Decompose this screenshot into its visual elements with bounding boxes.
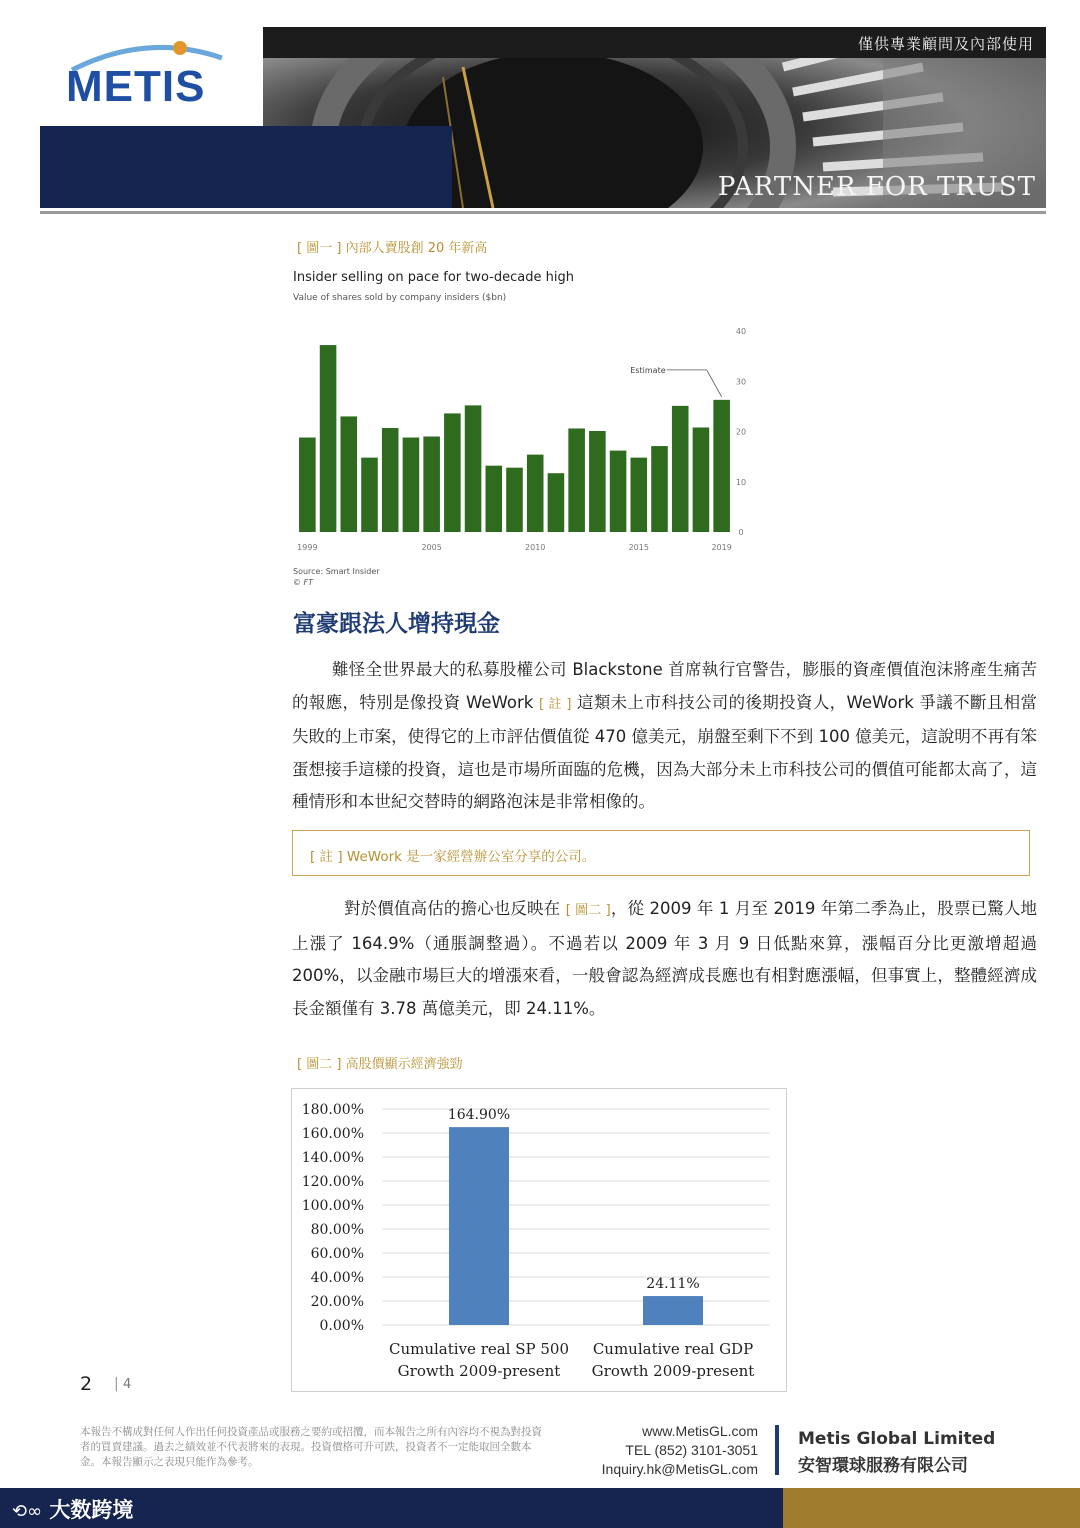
chart2-ytick-label: 20.00% bbox=[310, 1294, 364, 1310]
chart2-ytick-label: 80.00% bbox=[310, 1222, 364, 1238]
chart2-data-label: 164.90% bbox=[447, 1107, 511, 1124]
header-note: 僅供專業顧問及內部使用 bbox=[857, 35, 1034, 53]
tagline: PARTNER FOR TRUST bbox=[717, 172, 1036, 202]
chart2-ytick-label: 120.00% bbox=[301, 1174, 364, 1190]
watermark-text: 大数跨境 bbox=[49, 1498, 134, 1522]
figure1-caption bbox=[297, 237, 487, 256]
chart1-ytick-label: 0 bbox=[738, 528, 744, 537]
chart1-subtitle: Value of shares sold by company insiders ($bn) bbox=[293, 293, 507, 303]
figure1-caption-text: 內部人賣股創 20 年新高 bbox=[345, 241, 488, 256]
email-link[interactable]: Inquiry.hk@MetisGL.com bbox=[601, 1461, 758, 1477]
chart1-bar bbox=[672, 406, 689, 532]
chart1-bar bbox=[693, 427, 710, 532]
paragraph-1 bbox=[292, 654, 1037, 819]
chart1-bar bbox=[651, 446, 668, 532]
telephone: TEL (852) 3101-3051 bbox=[625, 1442, 758, 1458]
chart2-ytick-label: 180.00% bbox=[301, 1102, 364, 1118]
chart1-bar bbox=[403, 438, 420, 532]
chart1-bar bbox=[444, 413, 461, 532]
note-text: [ 註 ] WeWork 是一家經營辦公室分享的公司。 bbox=[310, 849, 596, 865]
chart1-bar bbox=[568, 428, 585, 532]
page-separator: | bbox=[114, 1376, 119, 1392]
chart2-ytick-label: 140.00% bbox=[301, 1150, 364, 1166]
chart2-category-label: Growth 2009-present bbox=[397, 1362, 561, 1380]
chart1-xtick-label: 2015 bbox=[628, 543, 649, 552]
chart1-bar bbox=[486, 466, 503, 532]
disclaimer: 本報告不構成對任何人作出任何投資產品或服務之要約或招攬，而本報告之所有內容均不視為對投資者的買賣建議。過去之績效並不代表將來的表現。投資價格可升可跌，投資者不一定能取回全數本金。本報告顯示之表現只能作為參考。 bbox=[80, 1426, 542, 1468]
section-title: 富豪跟法人增持現金 bbox=[293, 611, 500, 637]
paragraph-2-part2: ，從 2009 年 1 月至 2019 年第二季為止，股票已驚人地上漲了 164.9%（通脹調整過）。不過若以 2009 年 3 月 9 日低點來算，漲幅百分比更激增超過 200%，以金融市場巨大的增漲來看，一般會認為經濟成長應也有相對應漲幅，但事實上，整體經濟成長金額僅有 3.78 萬億美元，即 24.11%。 bbox=[292, 899, 1037, 1018]
paragraph-2-part1: 對於價值高估的擔心也反映在 bbox=[344, 899, 561, 918]
chart1-bar bbox=[320, 345, 337, 532]
chart1-bar bbox=[361, 458, 378, 532]
figure2-caption-text: 高股價顯示經濟強勁 bbox=[345, 1057, 463, 1072]
page-total: 4 bbox=[123, 1377, 132, 1392]
chart1-bar bbox=[610, 451, 627, 532]
company-name-en: Metis Global Limited bbox=[798, 1429, 996, 1449]
header-divider bbox=[40, 211, 1046, 214]
chart2-ytick-label: 0.00% bbox=[319, 1318, 364, 1334]
website-link[interactable]: www.MetisGL.com bbox=[642, 1423, 758, 1439]
chart1-ytick-label: 20 bbox=[735, 427, 747, 437]
chart1-bar bbox=[589, 431, 606, 532]
header-navy-block bbox=[40, 126, 452, 208]
stock-vs-gdp-chart bbox=[291, 1088, 787, 1392]
logo-text: METIS bbox=[66, 62, 206, 111]
chart1-bar bbox=[527, 455, 544, 532]
page-number: 2 bbox=[80, 1373, 93, 1395]
chart1-xtick-label: 2005 bbox=[421, 543, 442, 552]
chart1-bar bbox=[548, 473, 565, 532]
chart1-bar bbox=[341, 416, 358, 532]
chart1-estimate-leader bbox=[667, 370, 722, 397]
watermark bbox=[12, 1494, 133, 1524]
chart1-bar bbox=[713, 400, 730, 532]
paragraph-2 bbox=[292, 893, 1037, 1025]
contact-divider bbox=[775, 1425, 779, 1475]
paragraph-1-part1: 難怪全世界最大的私募股權公司 Blackstone 首席執行官警告，膨脹的資產價值泡沫將產生痛苦的報應，特別是像投資 WeWork bbox=[292, 660, 1037, 712]
chart2-category-label: Cumulative real SP 500 bbox=[388, 1340, 570, 1358]
chart1-xtick-label: 2019 bbox=[711, 543, 732, 552]
figure2-reference: [ 圖二 ] bbox=[565, 903, 611, 918]
company-name-zh: 安智環球服務有限公司 bbox=[798, 1456, 968, 1476]
chart1-bar bbox=[506, 468, 523, 532]
chart1-bar bbox=[382, 428, 399, 532]
chart1-copyright: © FT bbox=[293, 578, 314, 587]
chart1-estimate-label: Estimate bbox=[630, 365, 666, 375]
chart1-ytick-label: 40 bbox=[735, 327, 747, 336]
chart2-category-label: Growth 2009-present bbox=[591, 1362, 755, 1380]
chart1-bar bbox=[423, 437, 440, 532]
watermark-logo-icon: ⟲∞ bbox=[12, 1501, 43, 1522]
chart1-title: Insider selling on pace for two-decade high bbox=[293, 270, 574, 285]
chart1-source: Source: Smart Insider bbox=[293, 567, 380, 576]
figure2-caption-bracket: [ 圖二 ] bbox=[297, 1057, 342, 1072]
chart1-bar bbox=[631, 458, 648, 532]
chart2-data-label: 24.11% bbox=[646, 1276, 700, 1293]
chart2-bar bbox=[449, 1127, 509, 1325]
contact-info bbox=[602, 1422, 758, 1479]
chart1-ytick-label: 30 bbox=[735, 377, 747, 387]
chart1-bar bbox=[465, 405, 482, 532]
footer-gold-bar bbox=[783, 1488, 1080, 1528]
chart1-bar bbox=[299, 438, 316, 532]
insider-selling-chart bbox=[290, 320, 760, 560]
chart2-category-label: Cumulative real GDP bbox=[592, 1340, 754, 1358]
figure1-caption-bracket: [ 圖一 ] bbox=[297, 241, 342, 256]
note-reference: [ 註 ] bbox=[538, 696, 572, 712]
chart1-ytick-label: 10 bbox=[735, 477, 747, 487]
paragraph-1-part2: 這類未上市科技公司的後期投資人，WeWork 爭議不斷且相當失敗的上市案，使得它的上市評估價值從 470 億美元，崩盤至剩下不到 100 億美元，這說明不再有笨蛋想接手這樣的投資，這也是市場所面臨的危機，因為大部分未上市科技公司的價值可能都太高了，這種情形和本世紀交替時的網路泡沫是非常相像的。 bbox=[292, 692, 1037, 811]
chart2-bar bbox=[643, 1296, 703, 1325]
chart2-ytick-label: 60.00% bbox=[310, 1246, 364, 1262]
figure2-caption bbox=[297, 1053, 463, 1072]
chart2-ytick-label: 40.00% bbox=[310, 1270, 364, 1286]
chart2-ytick-label: 100.00% bbox=[301, 1198, 364, 1214]
chart1-xtick-label: 2010 bbox=[525, 543, 546, 552]
chart2-ytick-label: 160.00% bbox=[301, 1126, 364, 1142]
chart1-xtick-label: 1999 bbox=[297, 543, 318, 552]
